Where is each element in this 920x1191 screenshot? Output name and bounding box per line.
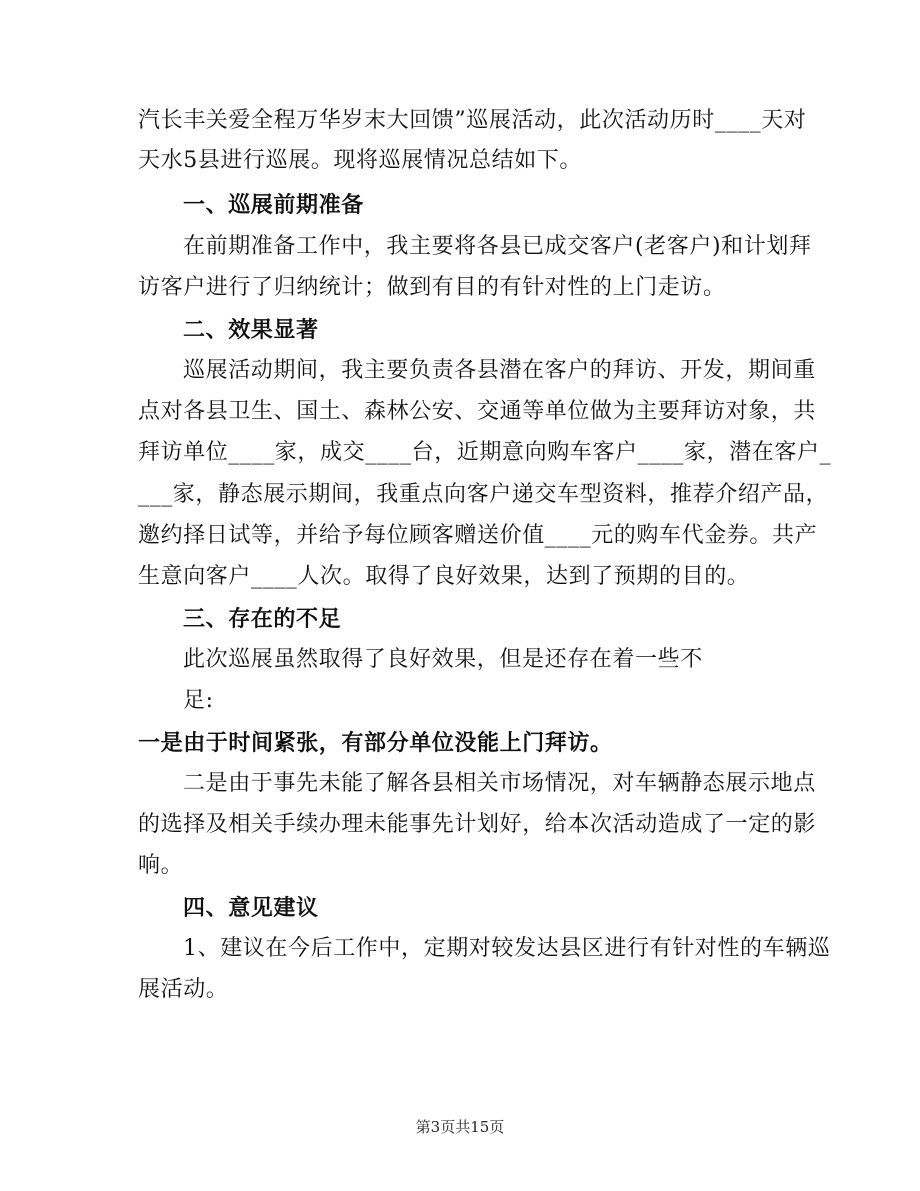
section-3-point-1: 一是由于时间紧张，有部分单位没能上门拜访。 [138, 730, 613, 756]
section-2-line-4: ___家，静态展示期间，我重点向客户递交车型资料，推荐介绍产品， [138, 482, 829, 507]
section-3-line-1: 此次巡展虽然取得了良好效果，但是还存在着一些不 [183, 647, 703, 672]
section-2-line-1: 巡展活动期间，我主要负责各县潜在客户的拜访、开发，期间重 [183, 358, 816, 383]
section-3-heading: 三、存在的不足 [183, 606, 342, 632]
section-3-point-2-line-1: 二是由于事先未能了解各县相关市场情况，对车辆静态展示地点 [183, 771, 816, 796]
section-4-line-1: 1、建议在今后工作中，定期对较发达县区进行有针对性的车辆巡 [183, 936, 831, 961]
section-1-line-1: 在前期准备工作中，我主要将各县已成交客户(老客户)和计划拜 [183, 234, 812, 259]
section-2-line-5: 邀约择日试等，并给予每位顾客赠送价值____元的购车代金券。共产 [138, 523, 818, 548]
section-3-point-2-line-2: 的选择及相关手续办理未能事先计划好，给本次活动造成了一定的影 [138, 812, 817, 837]
intro-line-2: 天水5县进行巡展。现将巡展情况总结如下。 [138, 148, 582, 173]
section-4-line-2: 展活动。 [138, 977, 229, 1002]
section-1-line-2: 访客户进行了归纳统计；做到有目的有针对性的上门走访。 [138, 275, 726, 300]
section-2-heading: 二、效果显著 [183, 317, 319, 343]
intro-line-1: 汽长丰关爱全程万华岁末大回馈”巡展活动，此次活动历时____天对 [138, 108, 807, 133]
section-2-line-6: 生意向客户____人次。取得了良好效果，达到了预期的目的。 [138, 564, 750, 589]
section-2-line-2: 点对各县卫生、国土、森林公安、交通等单位做为主要拜访对象，共 [138, 399, 817, 424]
section-3-point-2-line-3: 响。 [138, 853, 184, 878]
section-2-line-3: 拜访单位____家，成交____台，近期意向购车客户____家，潜在客户_ [138, 440, 832, 465]
section-3-line-2: 足: [183, 688, 214, 713]
page-number-footer: 第3页共15页 [415, 1118, 505, 1136]
section-4-heading: 四、意见建议 [183, 895, 319, 921]
section-1-heading: 一、巡展前期准备 [183, 192, 364, 218]
